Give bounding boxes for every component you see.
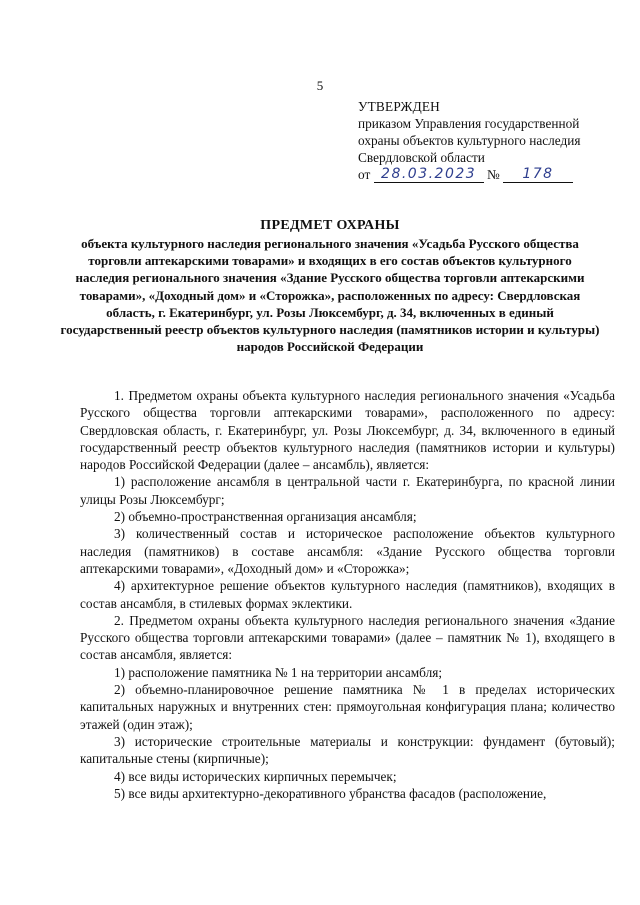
document-body xyxy=(80,387,615,802)
handwritten-date: 28.03.2023 xyxy=(381,166,477,182)
approval-line: Свердловской области xyxy=(358,150,485,165)
approval-block xyxy=(358,98,620,183)
paragraph: 2) объемно-планировочное решение памятника № 1 в пределах исторических капитальных наружных и внутренних стен: прямоугольная конфигурация плана; количество этажей (один этаж); xyxy=(80,682,615,732)
document-subtitle: объекта культурного наследия регионального значения «Усадьба Русского общества торговли аптекарскими товарами» и входящих в его состав объектов культурного наследия регионального значения «Здание Русского общества торговли аптекарскими товарами», «Доходный дом» и «Сторожка», расположенных по адресу: Свердловская область, г. Екатеринбург, ул. Розы Люксембург, д. 34, включенных в единый государственный реестр объектов культурного наследия (памятников истории и культуры) народов Российской Федерации xyxy=(60,236,600,355)
paragraph: 1) расположение ансамбля в центральной части г. Екатеринбурга, по красной линии улицы Розы Люксембург; xyxy=(80,474,615,507)
order-date-number-line xyxy=(358,166,620,183)
paragraph: 2) объемно-пространственная организация ансамбля; xyxy=(114,509,417,525)
paragraph: 5) все виды архитектурно-декоративного убранства фасадов (расположение, xyxy=(114,785,547,801)
approval-title: УТВЕРЖДЕН xyxy=(358,99,440,114)
number-field xyxy=(503,167,573,183)
from-label: от xyxy=(358,167,371,182)
paragraph: 3) исторические строительные материалы и конструкции: фундамент (бутовый); капитальные стены (кирпичные); xyxy=(80,733,615,767)
handwritten-number: 178 xyxy=(522,166,554,182)
document-heading xyxy=(60,216,600,355)
approval-line: охраны объектов культурного наследия xyxy=(358,133,581,148)
page-number: 5 xyxy=(316,78,324,93)
paragraph: 3) количественный состав и историческое расположение объектов культурного наследия (памятников) в составе ансамбля: «Здание Русского общества торговли аптекарскими товарами», «Доходный дом» и «Сторожка»; xyxy=(80,526,615,576)
paragraph: 4) все виды исторических кирпичных перемычек; xyxy=(114,768,397,784)
paragraph: 1) расположение памятника № 1 на территории ансамбля; xyxy=(114,664,443,680)
approval-line: приказом Управления государственной xyxy=(358,116,580,131)
date-field xyxy=(374,167,484,183)
paragraph: 2. Предметом охраны объекта культурного наследия регионального значения «Здание Русского общества торговли аптекарскими товарами» (далее – памятник № 1), входящего в состав ансамбля, является: xyxy=(80,612,615,663)
paragraph: 1. Предметом охраны объекта культурного наследия регионального значения «Усадьба Русского общества торговли аптекарскими товарами», расположенного по адресу: Свердловская область, г. Екатеринбург, ул. Розы Люксембург, д. 34, включенного в единый государственный реестр объектов культурного наследия (памятников истории и культуры) народов Российской Федерации (далее – ансамбль), является: xyxy=(80,388,615,473)
number-label: № xyxy=(486,167,500,182)
paragraph: 4) архитектурное решение объектов культурного наследия (памятников), входящих в состав ансамбля, в стилевых формах эклектики. xyxy=(80,578,615,611)
document-title: ПРЕДМЕТ ОХРАНЫ xyxy=(260,218,400,233)
